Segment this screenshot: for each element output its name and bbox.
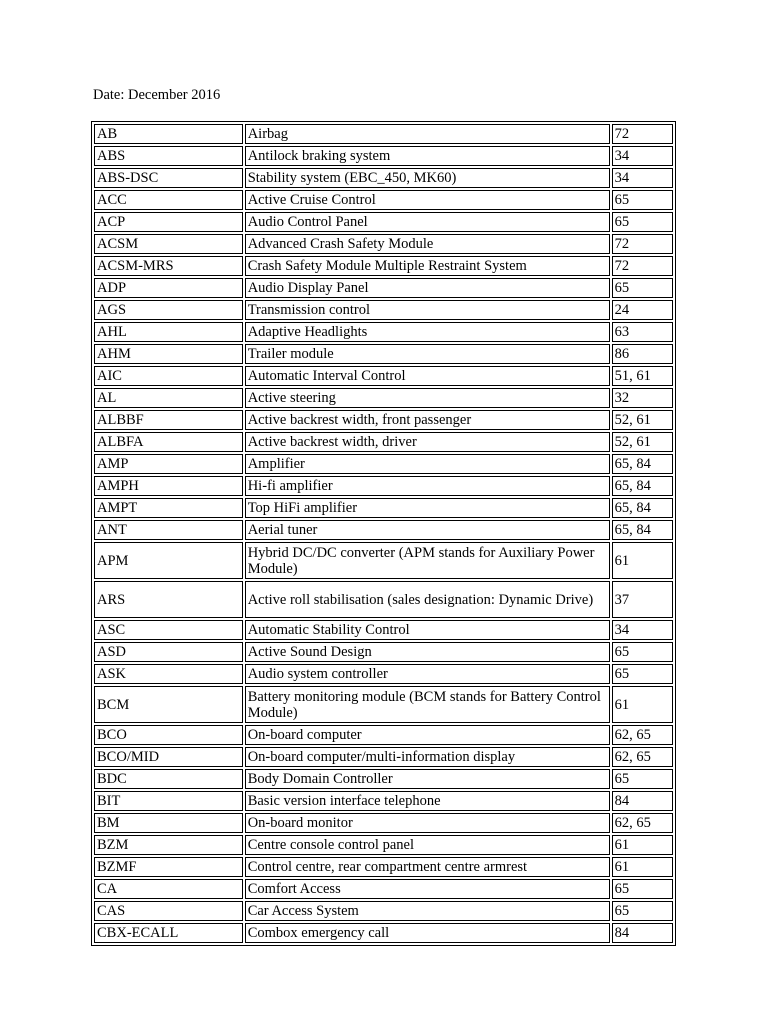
description-cell: Automatic Interval Control <box>245 366 610 386</box>
table-row <box>94 686 673 723</box>
document-date: Date: December 2016 <box>93 87 221 103</box>
table-row <box>94 835 673 855</box>
reference-cell: 62, 65 <box>612 747 673 767</box>
description-cell: Stability system (EBC_450, MK60) <box>245 168 610 188</box>
reference-cell: 32 <box>612 388 673 408</box>
table-row <box>94 520 673 540</box>
description-cell: Active backrest width, driver <box>245 432 610 452</box>
description-cell: Trailer module <box>245 344 610 364</box>
table-row <box>94 476 673 496</box>
description-cell: Crash Safety Module Multiple Restraint System <box>245 256 610 276</box>
reference-cell: 24 <box>612 300 673 320</box>
abbreviation-cell: CAS <box>94 901 243 921</box>
description-cell: Audio system controller <box>245 664 610 684</box>
description-cell: On-board monitor <box>245 813 610 833</box>
table-row <box>94 620 673 640</box>
reference-cell: 61 <box>612 857 673 877</box>
reference-cell: 65 <box>612 190 673 210</box>
table-row <box>94 278 673 298</box>
abbreviation-table-body <box>94 124 673 943</box>
description-cell: Active backrest width, front passenger <box>245 410 610 430</box>
abbreviation-cell: AHL <box>94 322 243 342</box>
table-row <box>94 190 673 210</box>
table-row <box>94 542 673 579</box>
description-cell: On-board computer/multi-information display <box>245 747 610 767</box>
table-row <box>94 322 673 342</box>
abbreviation-cell: AL <box>94 388 243 408</box>
description-cell: Control centre, rear compartment centre armrest <box>245 857 610 877</box>
reference-cell: 51, 61 <box>612 366 673 386</box>
abbreviation-cell: ASC <box>94 620 243 640</box>
reference-cell: 34 <box>612 620 673 640</box>
abbreviation-cell: CBX-ECALL <box>94 923 243 943</box>
abbreviation-cell: ASD <box>94 642 243 662</box>
description-cell: Antilock braking system <box>245 146 610 166</box>
abbreviation-cell: AMP <box>94 454 243 474</box>
reference-cell: 52, 61 <box>612 432 673 452</box>
description-cell: Body Domain Controller <box>245 769 610 789</box>
reference-cell: 34 <box>612 168 673 188</box>
description-cell: Hi-fi amplifier <box>245 476 610 496</box>
description-cell: Amplifier <box>245 454 610 474</box>
description-cell: Aerial tuner <box>245 520 610 540</box>
abbreviation-cell: BDC <box>94 769 243 789</box>
description-cell: Audio Control Panel <box>245 212 610 232</box>
abbreviation-cell: BM <box>94 813 243 833</box>
table-row <box>94 664 673 684</box>
table-row <box>94 432 673 452</box>
reference-cell: 62, 65 <box>612 813 673 833</box>
reference-cell: 65 <box>612 879 673 899</box>
abbreviation-cell: AGS <box>94 300 243 320</box>
table-row <box>94 168 673 188</box>
description-cell: On-board computer <box>245 725 610 745</box>
description-cell: Advanced Crash Safety Module <box>245 234 610 254</box>
abbreviation-cell: AMPT <box>94 498 243 518</box>
description-cell: Car Access System <box>245 901 610 921</box>
reference-cell: 61 <box>612 835 673 855</box>
reference-cell: 65 <box>612 642 673 662</box>
reference-cell: 72 <box>612 124 673 144</box>
reference-cell: 65, 84 <box>612 498 673 518</box>
reference-cell: 84 <box>612 791 673 811</box>
abbreviation-cell: BZMF <box>94 857 243 877</box>
table-row <box>94 725 673 745</box>
abbreviation-cell: ACC <box>94 190 243 210</box>
reference-cell: 65 <box>612 664 673 684</box>
description-cell: Centre console control panel <box>245 835 610 855</box>
abbreviation-cell: ASK <box>94 664 243 684</box>
description-cell: Comfort Access <box>245 879 610 899</box>
table-row <box>94 791 673 811</box>
reference-cell: 61 <box>612 686 673 723</box>
reference-cell: 72 <box>612 234 673 254</box>
description-cell: Top HiFi amplifier <box>245 498 610 518</box>
description-cell: Active steering <box>245 388 610 408</box>
reference-cell: 65 <box>612 278 673 298</box>
abbreviation-cell: AHM <box>94 344 243 364</box>
reference-cell: 63 <box>612 322 673 342</box>
table-row <box>94 879 673 899</box>
table-row <box>94 410 673 430</box>
abbreviation-cell: AIC <box>94 366 243 386</box>
table-row <box>94 146 673 166</box>
description-cell: Automatic Stability Control <box>245 620 610 640</box>
abbreviation-cell: BCM <box>94 686 243 723</box>
reference-cell: 84 <box>612 923 673 943</box>
table-row <box>94 857 673 877</box>
reference-cell: 65 <box>612 212 673 232</box>
table-row <box>94 344 673 364</box>
table-row <box>94 454 673 474</box>
table-row <box>94 642 673 662</box>
abbreviation-cell: ACSM-MRS <box>94 256 243 276</box>
abbreviation-cell: BCO <box>94 725 243 745</box>
description-cell: Airbag <box>245 124 610 144</box>
reference-cell: 65, 84 <box>612 454 673 474</box>
reference-cell: 61 <box>612 542 673 579</box>
table-row <box>94 212 673 232</box>
description-cell: Audio Display Panel <box>245 278 610 298</box>
description-cell: Battery monitoring module (BCM stands for Battery Control Module) <box>245 686 610 723</box>
table-row <box>94 300 673 320</box>
table-row <box>94 901 673 921</box>
table-row <box>94 388 673 408</box>
table-row <box>94 747 673 767</box>
abbreviation-cell: ABS <box>94 146 243 166</box>
reference-cell: 52, 61 <box>612 410 673 430</box>
abbreviation-cell: ACP <box>94 212 243 232</box>
abbreviation-cell: BCO/MID <box>94 747 243 767</box>
abbreviation-cell: ANT <box>94 520 243 540</box>
abbreviation-cell: CA <box>94 879 243 899</box>
reference-cell: 86 <box>612 344 673 364</box>
abbreviation-cell: ARS <box>94 581 243 618</box>
reference-cell: 65, 84 <box>612 520 673 540</box>
reference-cell: 65 <box>612 769 673 789</box>
reference-cell: 37 <box>612 581 673 618</box>
abbreviation-table <box>91 121 676 946</box>
abbreviation-cell: APM <box>94 542 243 579</box>
reference-cell: 72 <box>612 256 673 276</box>
abbreviation-cell: ALBFA <box>94 432 243 452</box>
table-row <box>94 498 673 518</box>
abbreviation-cell: ABS-DSC <box>94 168 243 188</box>
abbreviation-cell: BIT <box>94 791 243 811</box>
table-row <box>94 124 673 144</box>
reference-cell: 65, 84 <box>612 476 673 496</box>
reference-cell: 34 <box>612 146 673 166</box>
description-cell: Basic version interface telephone <box>245 791 610 811</box>
table-row <box>94 256 673 276</box>
reference-cell: 62, 65 <box>612 725 673 745</box>
abbreviation-cell: AB <box>94 124 243 144</box>
table-row <box>94 234 673 254</box>
reference-cell: 65 <box>612 901 673 921</box>
abbreviation-cell: AMPH <box>94 476 243 496</box>
table-row <box>94 366 673 386</box>
description-cell: Adaptive Headlights <box>245 322 610 342</box>
table-row <box>94 923 673 943</box>
description-cell: Active Cruise Control <box>245 190 610 210</box>
description-cell: Active Sound Design <box>245 642 610 662</box>
abbreviation-cell: ACSM <box>94 234 243 254</box>
table-row <box>94 581 673 618</box>
description-cell: Active roll stabilisation (sales designation: Dynamic Drive) <box>245 581 610 618</box>
description-cell: Transmission control <box>245 300 610 320</box>
description-cell: Combox emergency call <box>245 923 610 943</box>
table-row <box>94 813 673 833</box>
abbreviation-cell: ALBBF <box>94 410 243 430</box>
description-cell: Hybrid DC/DC converter (APM stands for Auxiliary Power Module) <box>245 542 610 579</box>
abbreviation-cell: ADP <box>94 278 243 298</box>
abbreviation-cell: BZM <box>94 835 243 855</box>
table-row <box>94 769 673 789</box>
